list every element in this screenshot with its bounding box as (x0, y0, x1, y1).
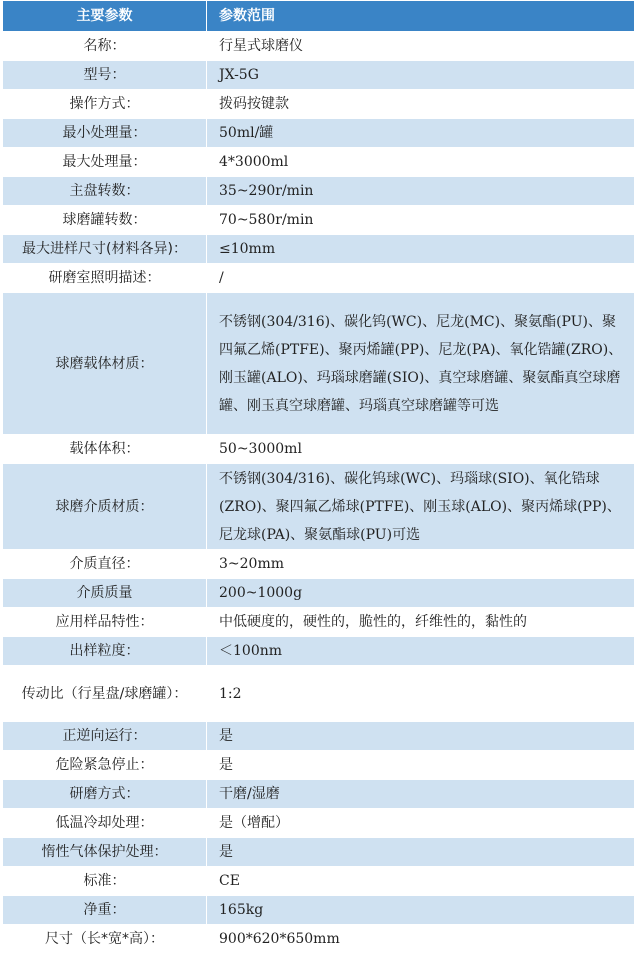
row-value: 35~290r/min (207, 177, 635, 206)
table-row (3, 435, 635, 464)
row-value: 200~1000g (207, 579, 635, 608)
table-row (3, 293, 635, 435)
table-row (3, 90, 635, 119)
row-value: 是（增配） (207, 809, 635, 838)
row-value: CE (207, 867, 635, 896)
header-param-range: 参数范围 (207, 1, 635, 32)
row-value: 不锈钢(304/316)、碳化钨球(WC)、玛瑙球(SIO)、氧化锆球(ZRO)、聚四氟乙烯球(PTFE)、刚玉球(ALO)、聚丙烯球(PP)、尼龙球(PA)、聚氨酯球(PU)可选 (207, 464, 635, 550)
row-label: 标准： (3, 867, 207, 896)
table-row (3, 550, 635, 579)
row-label: 危险紧急停止： (3, 751, 207, 780)
row-label: 球磨罐转数： (3, 206, 207, 235)
row-value: 50ml/罐 (207, 119, 635, 148)
row-value: 是 (207, 838, 635, 867)
row-label: 最小处理量： (3, 119, 207, 148)
row-label: 最大进样尺寸(材料各异)： (3, 235, 207, 264)
table-row (3, 722, 635, 751)
row-value: 165kg (207, 896, 635, 925)
table-row (3, 809, 635, 838)
row-label: 型号： (3, 61, 207, 90)
table-row (3, 464, 635, 550)
table-row (3, 838, 635, 867)
row-label: 应用样品特性： (3, 608, 207, 637)
row-value: 行星式球磨仪 (207, 32, 635, 61)
row-value: 拨码按键款 (207, 90, 635, 119)
header-row (3, 1, 635, 32)
row-value: 干磨/湿磨 (207, 780, 635, 809)
row-value: 是 (207, 751, 635, 780)
header-main-params: 主要参数 (3, 1, 207, 32)
spec-table (2, 0, 635, 954)
table-row (3, 32, 635, 61)
row-value: 3~20mm (207, 550, 635, 579)
table-row (3, 177, 635, 206)
table-row (3, 579, 635, 608)
row-label: 最大处理量： (3, 148, 207, 177)
row-value: ＜100nm (207, 637, 635, 666)
row-label: 载体体积： (3, 435, 207, 464)
row-label: 主盘转数： (3, 177, 207, 206)
row-label: 惰性气体保护处理： (3, 838, 207, 867)
row-label: 传动比（行星盘/球磨罐）： (3, 666, 207, 722)
table-row (3, 235, 635, 264)
table-row (3, 925, 635, 954)
table-row (3, 751, 635, 780)
table-row (3, 148, 635, 177)
table-row (3, 637, 635, 666)
row-label: 名称： (3, 32, 207, 61)
row-label: 球磨介质材质： (3, 464, 207, 550)
table-row (3, 896, 635, 925)
row-label: 介质直径： (3, 550, 207, 579)
table-row (3, 119, 635, 148)
row-label: 出样粒度： (3, 637, 207, 666)
row-value: 1:2 (207, 666, 635, 722)
table-row (3, 61, 635, 90)
row-value: 900*620*650mm (207, 925, 635, 954)
row-label: 研磨方式： (3, 780, 207, 809)
table-row (3, 206, 635, 235)
row-value: 50~3000ml (207, 435, 635, 464)
table-row (3, 264, 635, 293)
row-value: JX-5G (207, 61, 635, 90)
row-value: 中低硬度的，硬性的，脆性的，纤维性的，黏性的 (207, 608, 635, 637)
row-label: 研磨室照明描述： (3, 264, 207, 293)
table-row (3, 867, 635, 896)
row-value: 4*3000ml (207, 148, 635, 177)
row-value: ≤10mm (207, 235, 635, 264)
row-label: 介质质量 (3, 579, 207, 608)
row-value: / (207, 264, 635, 293)
row-value: 70~580r/min (207, 206, 635, 235)
row-label: 低温冷却处理： (3, 809, 207, 838)
row-label: 操作方式： (3, 90, 207, 119)
row-value: 是 (207, 722, 635, 751)
table-row (3, 666, 635, 722)
row-value: 不锈钢(304/316)、碳化钨(WC)、尼龙(MC)、聚氨酯(PU)、聚四氟乙烯(PTFE)、聚丙烯罐(PP)、尼龙(PA)、氧化锆罐(ZRO)、刚玉罐(ALO)、玛瑙球磨罐(SIO)、真空球磨罐、聚氨酯真空球磨罐、刚玉真空球磨罐、玛瑙真空球磨罐等可选 (207, 293, 635, 435)
row-label: 球磨载体材质： (3, 293, 207, 435)
row-label: 正逆向运行： (3, 722, 207, 751)
row-label: 净重： (3, 896, 207, 925)
row-label: 尺寸（长*宽*高）： (3, 925, 207, 954)
table-row (3, 608, 635, 637)
table-row (3, 780, 635, 809)
